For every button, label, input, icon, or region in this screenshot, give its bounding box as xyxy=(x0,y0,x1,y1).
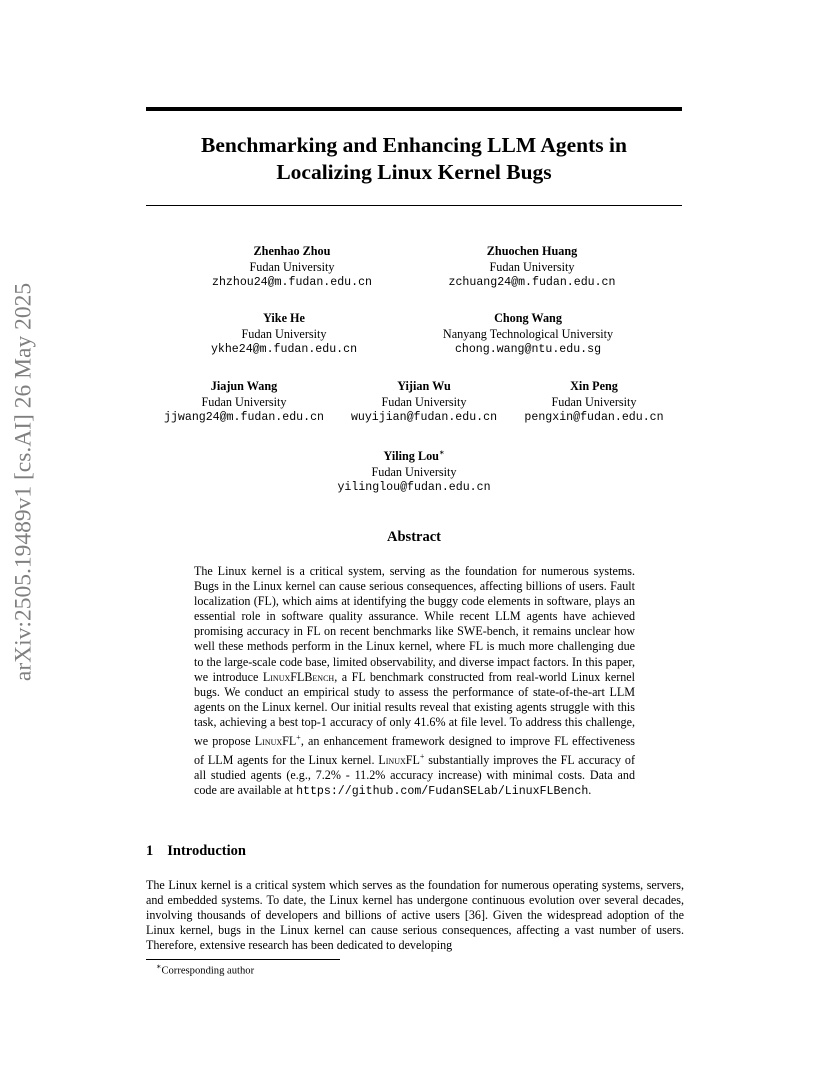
author-name: Yike He xyxy=(263,311,305,325)
corresponding-mark: ∗ xyxy=(438,448,445,457)
author-name: Xin Peng xyxy=(570,379,618,393)
author-affiliation: Fudan University xyxy=(371,465,457,480)
section-heading xyxy=(146,843,246,860)
author-affiliation: Fudan University xyxy=(201,395,287,409)
author-name: Yiling Lou∗ xyxy=(383,448,445,464)
author-name: Zhenhao Zhou xyxy=(253,244,331,258)
author-name: Jiajun Wang xyxy=(210,379,278,393)
author-block xyxy=(408,310,648,358)
author-block xyxy=(184,310,384,358)
author-block xyxy=(192,243,392,291)
repo-url: https://github.com/FudanSELab/LinuxFLBench xyxy=(296,785,589,799)
section-title: Introduction xyxy=(167,843,246,859)
author-block xyxy=(314,445,514,496)
author-email: jjwang24@m.fudan.edu.cn xyxy=(163,411,325,424)
intro-paragraph: The Linux kernel is a critical system which serves as the foundation for numerous operating systems, servers, and embedded systems. To date, the Linux kernel has undergone continuous evolution over several decades, involving thousands of developers and billions of active users [36]. Given the widespread adoption of the Linux kernel, bugs in the Linux kernel can cause serious consequences, affecting a vast number of users. Therefore, extensive research has been dedicated to developing xyxy=(146,878,684,953)
author-affiliation: Nanyang Technological University xyxy=(442,327,614,341)
author-email: chong.wang@ntu.edu.sg xyxy=(454,343,602,356)
author-affiliation: Fudan University xyxy=(489,260,575,274)
author-name: Chong Wang xyxy=(494,311,562,325)
footnote-mark: ∗ xyxy=(156,962,162,971)
author-email: ykhe24@m.fudan.edu.cn xyxy=(210,343,358,356)
footnote-text: Corresponding author xyxy=(161,965,255,977)
author-affiliation: Fudan University xyxy=(551,395,637,409)
section-number: 1 xyxy=(146,843,154,859)
author-email: yilinglou@fudan.edu.cn xyxy=(337,481,491,495)
author-block xyxy=(494,378,694,426)
abstract-heading: Abstract xyxy=(387,529,441,545)
author-name: Zhuochen Huang xyxy=(486,244,578,258)
title-line-2: Localizing Linux Kernel Bugs xyxy=(276,160,552,184)
author-block xyxy=(144,378,344,426)
author-affiliation: Fudan University xyxy=(381,395,467,409)
paper-title xyxy=(146,132,682,186)
title-line-1: Benchmarking and Enhancing LLM Agents in xyxy=(201,133,627,157)
abstract-body: The Linux kernel is a critical system, serving as the foundation for numerous systems. Bugs in the Linux kernel can cause serious consequences, affecting billions of users. Fault localization (FL), which aims at identifying the buggy code elements in software, plays an essential role in software quality assurance. While recent LLM agents have achieved promising accuracy in FL on recent benchmarks like SWE-bench, it remains unclear how well these methods perform in the Linux kernel, where FL is much more challenging due to the large-scale code base, limited observability, and diverse impact factors. In this paper, we introduce LinuxFLBench, a FL benchmark constructed from real-world Linux kernel bugs. We conduct an empirical study to assess the performance of state-of-the-art LLM agents on the Linux kernel. Our initial results reveal that existing agents struggle with this task, achieving a best top-1 accuracy of only 41.6% at file level. To address this challenge, we propose LinuxFL+, an enhancement framework designed to improve FL effectiveness of LLM agents for the Linux kernel. LinuxFL+ substantially improves the FL accuracy of all studied agents (e.g., 7.2% - 11.2% accuracy increase) with minimal costs. Data and code are available at https://github.com/FudanSELab/LinuxFLBench. xyxy=(194,564,636,799)
author-email: pengxin@fudan.edu.cn xyxy=(524,411,664,424)
author-email: zhzhou24@m.fudan.edu.cn xyxy=(211,276,373,289)
title-rule-bottom xyxy=(146,205,682,206)
author-affiliation: Fudan University xyxy=(241,327,327,341)
author-block xyxy=(420,243,644,291)
title-rule-top xyxy=(146,107,682,111)
author-name: Yijian Wu xyxy=(397,379,451,393)
footnote xyxy=(156,962,254,977)
method-name: LinuxFL xyxy=(254,734,297,749)
author-email: wuyijian@fudan.edu.cn xyxy=(350,411,498,424)
method-name: LinuxFL xyxy=(378,753,420,768)
author-affiliation: Fudan University xyxy=(249,260,335,274)
author-email: zchuang24@m.fudan.edu.cn xyxy=(448,276,616,289)
benchmark-name: LinuxFLBench xyxy=(262,669,335,684)
footnote-rule xyxy=(146,959,340,960)
arxiv-stamp: arXiv:2505.19489v1 [cs.AI] 26 May 2025 xyxy=(10,282,37,682)
